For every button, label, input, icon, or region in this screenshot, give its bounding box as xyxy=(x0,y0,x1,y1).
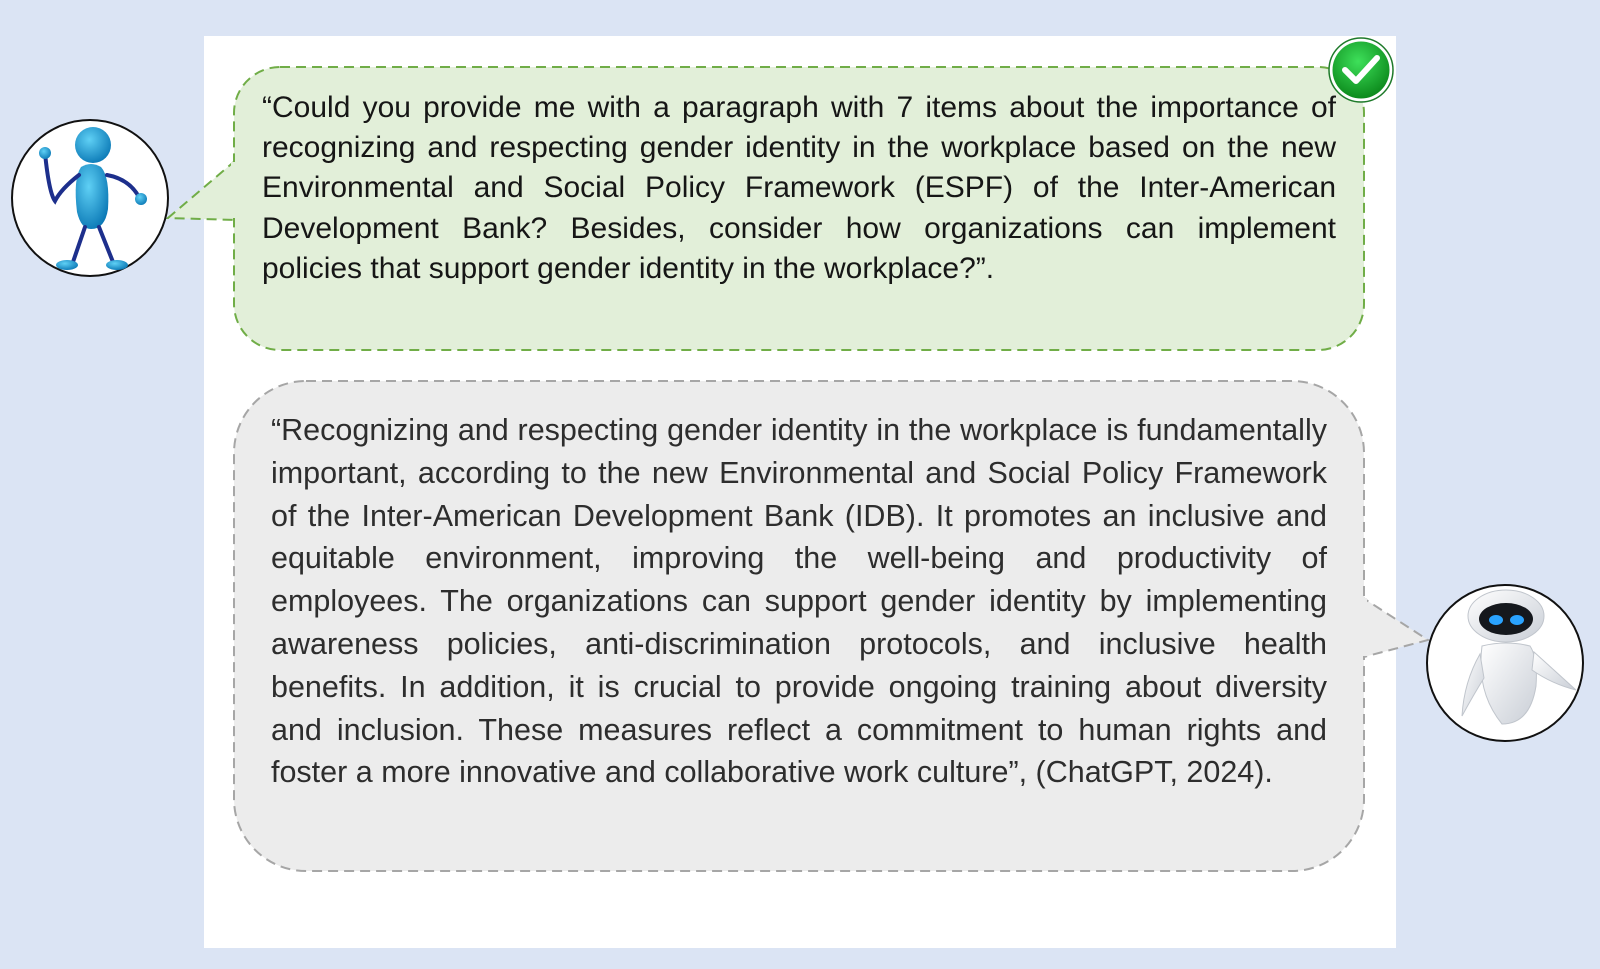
robot-icon xyxy=(1424,582,1586,744)
stick-figure-person-icon xyxy=(9,117,171,279)
question-text: “Could you provide me with a paragraph with 7 items about the importance of recognizing and respecting gender identity in the workplace based on the new Environmental and Social Policy Framework (ESPF) of the Inter-American Development Bank? Besides, consider how organizations can implement policies that support gender identity in the workplace?”. xyxy=(262,91,1336,285)
green-check-icon xyxy=(1327,36,1395,104)
answer-text: “Recognizing and respecting gender identity in the workplace is fundamentally important, according to the new Environmental and Social Policy Framework of the Inter-American Development Bank (IDB). It promotes an inclusive and equitable environment, improving the well-being and productivity of employees. The organizations can support gender identity by implementing awareness policies, anti-discrimination protocols, and inclusive health benefits. In addition, it is crucial to provide ongoing training about diversity and inclusion. These measures reflect a commitment to human rights and foster a more innovative and collaborative work culture”, (ChatGPT, 2024). xyxy=(271,413,1327,790)
